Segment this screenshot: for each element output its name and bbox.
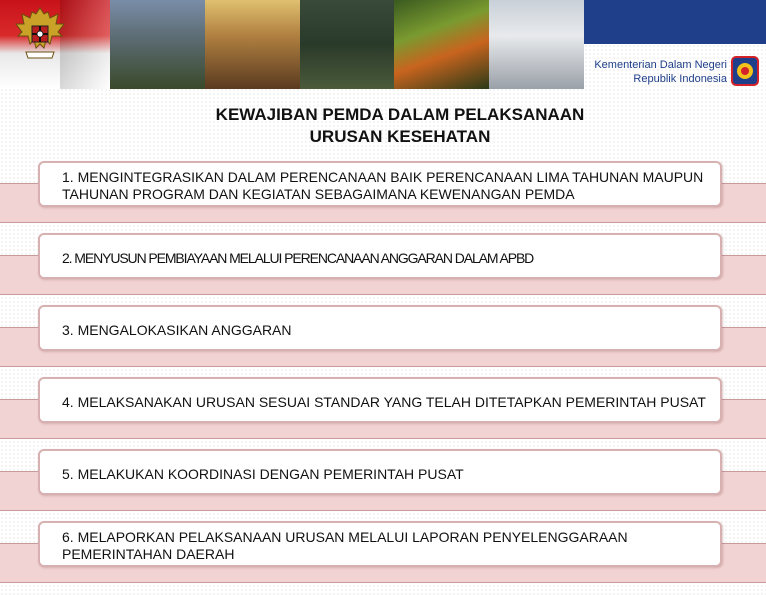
list-item [0,521,766,585]
cultural-photo [300,0,395,89]
ministry-name [592,58,727,86]
item-text: 1. MENGINTEGRASIKAN DALAM PERENCANAAN BAIK PERENCANAAN LIMA TAHUNAN MAUPUN TAHUNAN PROGRAM DAN KEGIATAN SEBAGAIMANA KEWENANGAN PEMDA [62,169,704,202]
header-blue-strip [584,0,766,44]
header-photo-strip [110,0,584,89]
title-line1: KEWAJIBAN PEMDA DALAM PELAKSANAAN [215,105,585,124]
item-text: 4. MELAKSANAKAN URUSAN SESUAI STANDAR YANG TELAH DITETAPKAN PEMERINTAH PUSAT [62,393,706,410]
item-box [38,233,722,279]
garuda-emblem-icon [12,4,68,66]
list-item [0,449,766,513]
ministry-logo-icon [731,56,759,86]
ministry-name-line2: Republik Indonesia [633,73,727,85]
list-item [0,233,766,297]
page-title [120,104,680,148]
item-text: 5. MELAKUKAN KOORDINASI DENGAN PEMERINTAH PUSAT [62,465,464,482]
item-box [38,305,722,351]
title-line2: URUSAN KESEHATAN [309,127,491,146]
list-item [0,305,766,369]
list-item [0,377,766,441]
item-box [38,377,722,423]
ministry-name-line1: Kementerian Dalam Negeri [594,59,727,71]
bird-of-paradise-photo [394,0,489,89]
item-text: 2. MENYUSUN PEMBIAYAAN MELALUI PERENCANAAN ANGGARAN DALAM APBD [62,249,534,266]
item-text: 6. MELAPORKAN PELAKSANAAN URUSAN MELALUI LAPORAN PENYELENGGARAAN PEMERINTAHAN DAERAH [62,529,628,562]
landscape-photo [205,0,300,89]
flag-background [0,0,110,89]
item-box [38,521,722,567]
item-box [38,161,722,207]
item-box [38,449,722,495]
item-text: 3. MENGALOKASIKAN ANGGARAN [62,321,292,338]
list-item [0,161,766,225]
header-banner [0,0,766,89]
ministry-building-photo [489,0,584,89]
mountain-photo [110,0,205,89]
